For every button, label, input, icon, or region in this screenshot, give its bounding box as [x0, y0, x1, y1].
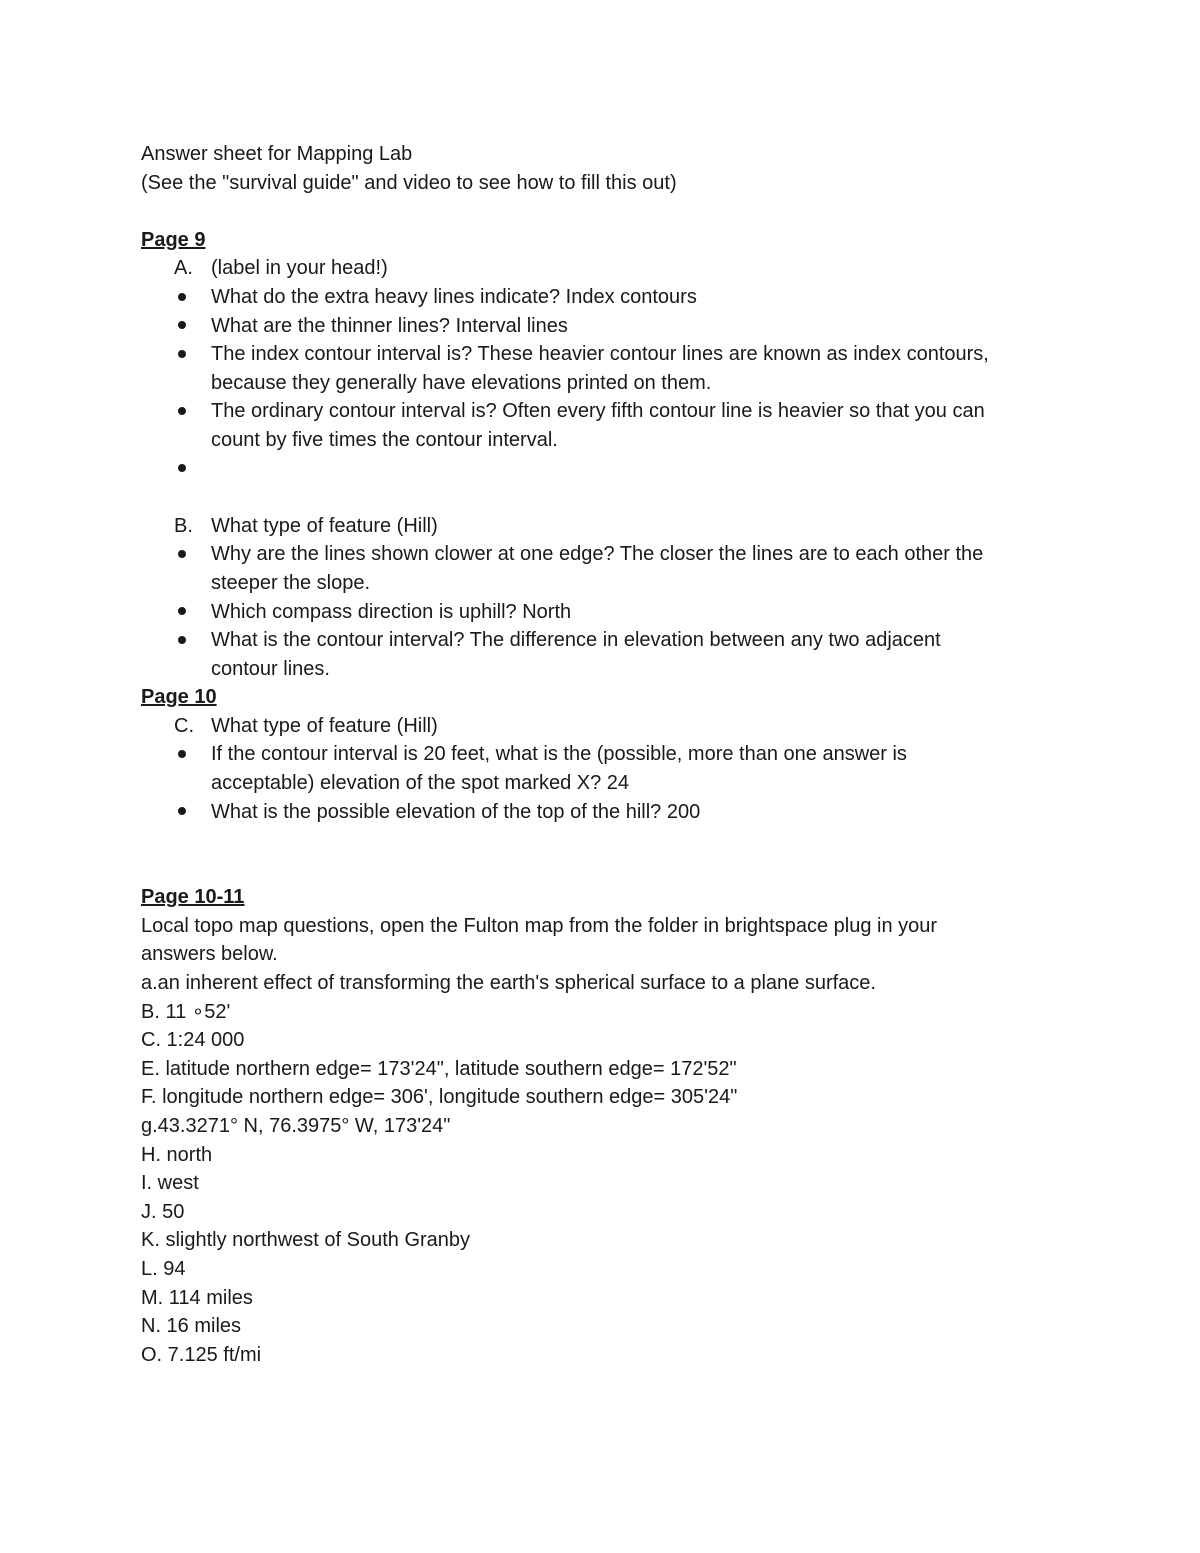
bullet-text-continued: acceptable) elevation of the spot marked X? 24: [211, 772, 630, 795]
list-letter: A.: [174, 257, 193, 280]
section-heading-page-10-11: Page 10-11: [141, 886, 245, 909]
bullet-text-continued: steeper the slope.: [211, 571, 370, 594]
answer-line: B. 11 ∘52': [141, 1000, 231, 1023]
blank-space: [141, 826, 1081, 883]
bullet-icon: [178, 636, 186, 644]
bullet-item: [141, 340, 1081, 397]
bullet-item: [141, 626, 1081, 683]
answer-line: O. 7.125 ft/mi: [141, 1343, 262, 1366]
answer-line: F. longitude northern edge= 306', longitude southern edge= 305'24": [141, 1086, 738, 1109]
bullet-item: [141, 740, 1081, 797]
list-letter: B.: [174, 514, 193, 537]
answer-line: N. 16 miles: [141, 1315, 242, 1338]
answer-line: I. west: [141, 1172, 199, 1195]
list-item-b: [141, 512, 1081, 541]
answer-line: H. north: [141, 1143, 213, 1166]
bullet-icon: [178, 807, 186, 815]
bullet-text: The ordinary contour interval is? Often every fifth contour line is heavier so that you can: [211, 400, 985, 423]
answer-line: C. 1:24 000: [141, 1029, 245, 1052]
bullet-text: Which compass direction is uphill? North: [211, 600, 572, 623]
bullet-item: [141, 397, 1081, 454]
bullet-icon: [178, 350, 186, 358]
list-letter: C.: [174, 714, 194, 737]
bullet-item: [141, 540, 1081, 597]
document-title: Answer sheet for Mapping Lab: [141, 143, 413, 165]
bullet-item: [141, 283, 1081, 312]
list-item-c: [141, 712, 1081, 741]
section-heading-page-9: Page 9: [141, 228, 206, 251]
bullet-text: What do the extra heavy lines indicate? Index contours: [211, 285, 697, 308]
answer-line: M. 114 miles: [141, 1286, 253, 1309]
bullet-text: What are the thinner lines? Interval lines: [211, 314, 568, 337]
bullet-text-continued: contour lines.: [211, 657, 330, 680]
bullet-icon: [178, 464, 186, 472]
list-item-text: What type of feature (Hill): [211, 514, 438, 537]
bullet-text: Why are the lines shown clower at one edge? The closer the lines are to each other the: [211, 543, 984, 566]
bullet-icon: [178, 607, 186, 615]
bullet-item: [141, 312, 1081, 341]
bullet-text: What is the contour interval? The difference in elevation between any two adjacent: [211, 629, 941, 652]
answer-line: K. slightly northwest of South Granby: [141, 1229, 471, 1252]
bullet-text: If the contour interval is 20 feet, what is the (possible, more than one answer is: [211, 743, 907, 766]
bullet-item: [141, 598, 1081, 627]
answer-line: J. 50: [141, 1200, 185, 1223]
answer-line: E. latitude northern edge= 173'24", latitude southern edge= 172'52": [141, 1057, 737, 1080]
section-heading-page-10: Page 10: [141, 686, 217, 709]
blank-line: [141, 483, 1081, 512]
answer-line: a.an inherent effect of transforming the earth's spherical surface to a plane surface.: [141, 972, 876, 995]
bullet-text: What is the possible elevation of the top of the hill? 200: [211, 800, 701, 823]
document-body: [141, 140, 1081, 1369]
bullet-icon: [178, 407, 186, 415]
bullet-text-continued: because they generally have elevations printed on them.: [211, 371, 712, 394]
bullet-icon: [178, 321, 186, 329]
answer-line: L. 94: [141, 1257, 186, 1280]
list-item-text: What type of feature (Hill): [211, 714, 438, 737]
bullet-text: The index contour interval is? These heavier contour lines are known as index contours,: [211, 343, 989, 366]
list-item-text: (label in your head!): [211, 257, 388, 280]
intro-text-continued: answers below.: [141, 943, 278, 966]
intro-text: Local topo map questions, open the Fulton map from the folder in brightspace plug in your: [141, 914, 938, 937]
bullet-text-continued: count by five times the contour interval.: [211, 428, 558, 451]
bullet-item: [141, 798, 1081, 827]
bullet-icon: [178, 750, 186, 758]
answer-line: g.43.3271° N, 76.3975° W, 173'24": [141, 1115, 451, 1137]
list-item-a: [141, 254, 1081, 283]
document-subtitle: (See the "survival guide" and video to see how to fill this out): [141, 171, 677, 194]
blank-line: [141, 197, 1081, 226]
bullet-item-empty: [141, 455, 1081, 484]
bullet-icon: [178, 293, 186, 301]
bullet-icon: [178, 550, 186, 558]
